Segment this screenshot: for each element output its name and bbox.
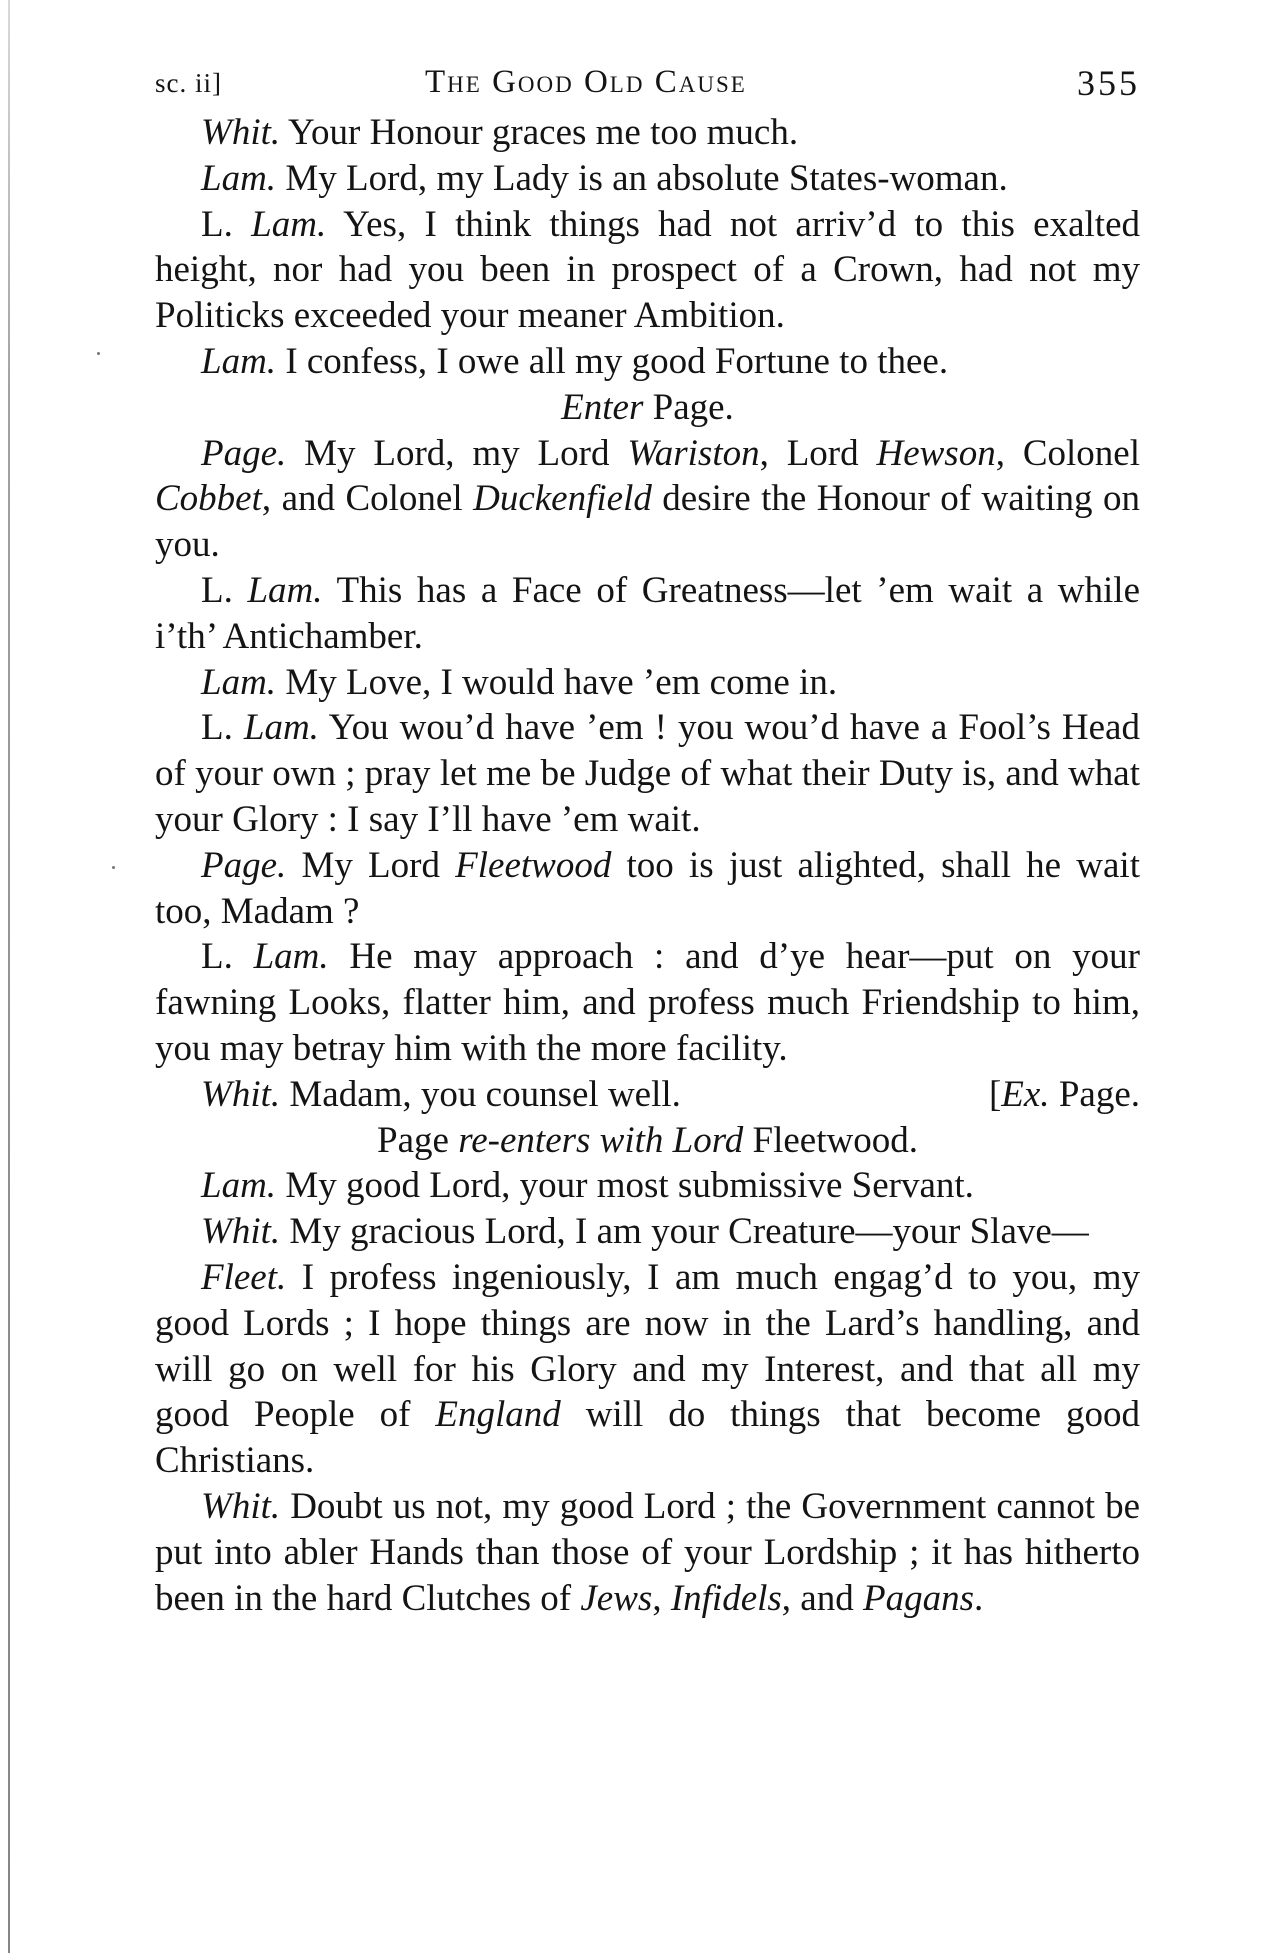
- speech-line: [155, 156, 1140, 202]
- speck: [97, 352, 100, 355]
- speech-text: Yes, I think things had not arriv’d to this exalted height, nor had you been in prospect of a Crown, had not my Politicks exceeded your meaner Ambition.: [155, 203, 1140, 337]
- speech-text: This has a Face of Greatness—let ’em wait a while i’th’ Antichamber.: [155, 569, 1140, 657]
- stage-direction: [155, 1118, 1140, 1164]
- speaker-name: Whit.: [201, 1485, 281, 1527]
- speaker-name: Whit.: [201, 1211, 281, 1253]
- speech-line: [155, 431, 1140, 568]
- exit-bracket: [: [988, 1073, 1002, 1115]
- speaker-name: Lam.: [243, 707, 319, 749]
- direction-text: Page.: [643, 386, 734, 428]
- speaker-prefix: L.: [201, 203, 252, 245]
- speech-text: Doubt us not, my good Lord ; the Government cannot be put into abler Hands than those of your Lordship ; it has hitherto been in the hard Clutches of: [155, 1485, 1140, 1619]
- running-header: [155, 58, 1140, 110]
- speaker-name: Lam.: [201, 1165, 277, 1207]
- speech-text: too is just alighted, shall he wait too, Madam ?: [155, 844, 1140, 932]
- speech-text: desire the Honour of waiting on you.: [155, 478, 1140, 566]
- speaker-name: Whit.: [201, 1073, 281, 1115]
- speech-text: My good Lord, your most submissive Servant.: [276, 1165, 974, 1207]
- speech-line: [155, 110, 1140, 156]
- proper-name: Pagans: [862, 1577, 974, 1619]
- speech-text: My Lord: [286, 844, 456, 886]
- speaker-name: Lam.: [201, 157, 277, 199]
- speech-line: [155, 843, 1140, 935]
- speech-text: , and: [781, 1577, 863, 1619]
- speech-text: , Colonel: [995, 432, 1140, 474]
- speech-text: will do things that become good Christians.: [155, 1394, 1140, 1482]
- speck: [112, 866, 115, 869]
- speaker-name: Lam.: [201, 661, 277, 703]
- speech-text: He may approach : and d’ye hear—put on your fawning Looks, flatter him, and profess much Friendship to him, you may betray him with the more facility.: [155, 936, 1140, 1069]
- speech-line: [155, 1255, 1140, 1484]
- speaker-name: Page.: [201, 432, 287, 474]
- scene-marker: sc. ii]: [155, 68, 222, 98]
- speaker-name: Page.: [201, 844, 287, 886]
- speech-text: ,: [652, 1577, 671, 1619]
- speech-text: .: [973, 1577, 984, 1619]
- proper-name: Jews: [580, 1577, 653, 1619]
- speech-line: [155, 339, 1140, 385]
- speech-text: I profess ingeniously, I am much engag’d to you, my good Lords ; I hope things are now in the Lard’s handling, and will go on well for his Glory and my Interest, and that all my good People of: [155, 1256, 1140, 1436]
- speech-text: Madam, you counsel well.: [280, 1073, 681, 1115]
- exit-character: Page.: [1049, 1073, 1140, 1115]
- speaker-name: Lam.: [251, 203, 327, 245]
- direction-italic: Enter: [561, 386, 644, 428]
- play-text: [155, 110, 1140, 1621]
- speaker-name: Lam.: [247, 569, 323, 611]
- proper-name: England: [435, 1394, 561, 1436]
- speech-line: [155, 934, 1140, 1071]
- speech-text: My Love, I would have ’em come in.: [276, 661, 838, 703]
- proper-name: Infidels: [670, 1577, 782, 1619]
- speech-text: , and Colonel: [261, 478, 474, 520]
- speech-text: My Lord, my Lord: [286, 432, 628, 474]
- speaker-prefix: L.: [201, 707, 244, 749]
- speech-line: [155, 568, 1140, 660]
- proper-name: Cobbet: [155, 478, 262, 520]
- speech-text: I confess, I owe all my good Fortune to thee.: [276, 340, 949, 382]
- direction-text: Fleetwood.: [743, 1119, 918, 1161]
- speech-line: [155, 1163, 1140, 1209]
- speaker-name: Fleet.: [201, 1256, 287, 1298]
- speech-line: [155, 202, 1140, 339]
- stage-direction: [155, 385, 1140, 431]
- speaker-name: Lam.: [201, 340, 277, 382]
- speech-line: [155, 1484, 1140, 1621]
- speech-text: You wou’d have ’em ! you wou’d have a Fool’s Head of your own ; pray let me be Judge of what their Duty is, and what your Glory : I say I’ll have ’em wait.: [155, 707, 1140, 840]
- exit-word: Ex.: [1001, 1073, 1050, 1115]
- speaker-name: Whit.: [201, 112, 281, 153]
- page-number: 355: [1077, 63, 1140, 103]
- speech-line: [155, 705, 1140, 842]
- book-page: [155, 58, 1140, 1621]
- speech-text: , Lord: [759, 432, 877, 474]
- page-edge-line: [8, 0, 10, 1953]
- speech-line: [155, 660, 1140, 706]
- proper-name: Fleetwood: [455, 844, 612, 886]
- direction-italic: re-enters with Lord: [458, 1119, 744, 1161]
- speech-text: My Lord, my Lady is an absolute States-woman.: [276, 157, 1008, 199]
- speaker-prefix: L.: [201, 569, 248, 611]
- speech-text: My gracious Lord, I am your Creature—your Slave—: [280, 1211, 1089, 1253]
- speech-line: [155, 1209, 1140, 1255]
- speech-text: Your Honour graces me too much.: [280, 112, 799, 153]
- speaker-name: Lam.: [253, 936, 329, 978]
- running-title: The Good Old Cause: [425, 64, 747, 100]
- direction-text: Page: [377, 1119, 459, 1161]
- proper-name: Wariston: [627, 432, 760, 474]
- speaker-prefix: L.: [201, 936, 254, 978]
- proper-name: Duckenfield: [473, 478, 652, 520]
- exit-direction: [943, 1072, 1140, 1118]
- speech-line: [155, 1072, 1140, 1118]
- proper-name: Hewson: [876, 432, 996, 474]
